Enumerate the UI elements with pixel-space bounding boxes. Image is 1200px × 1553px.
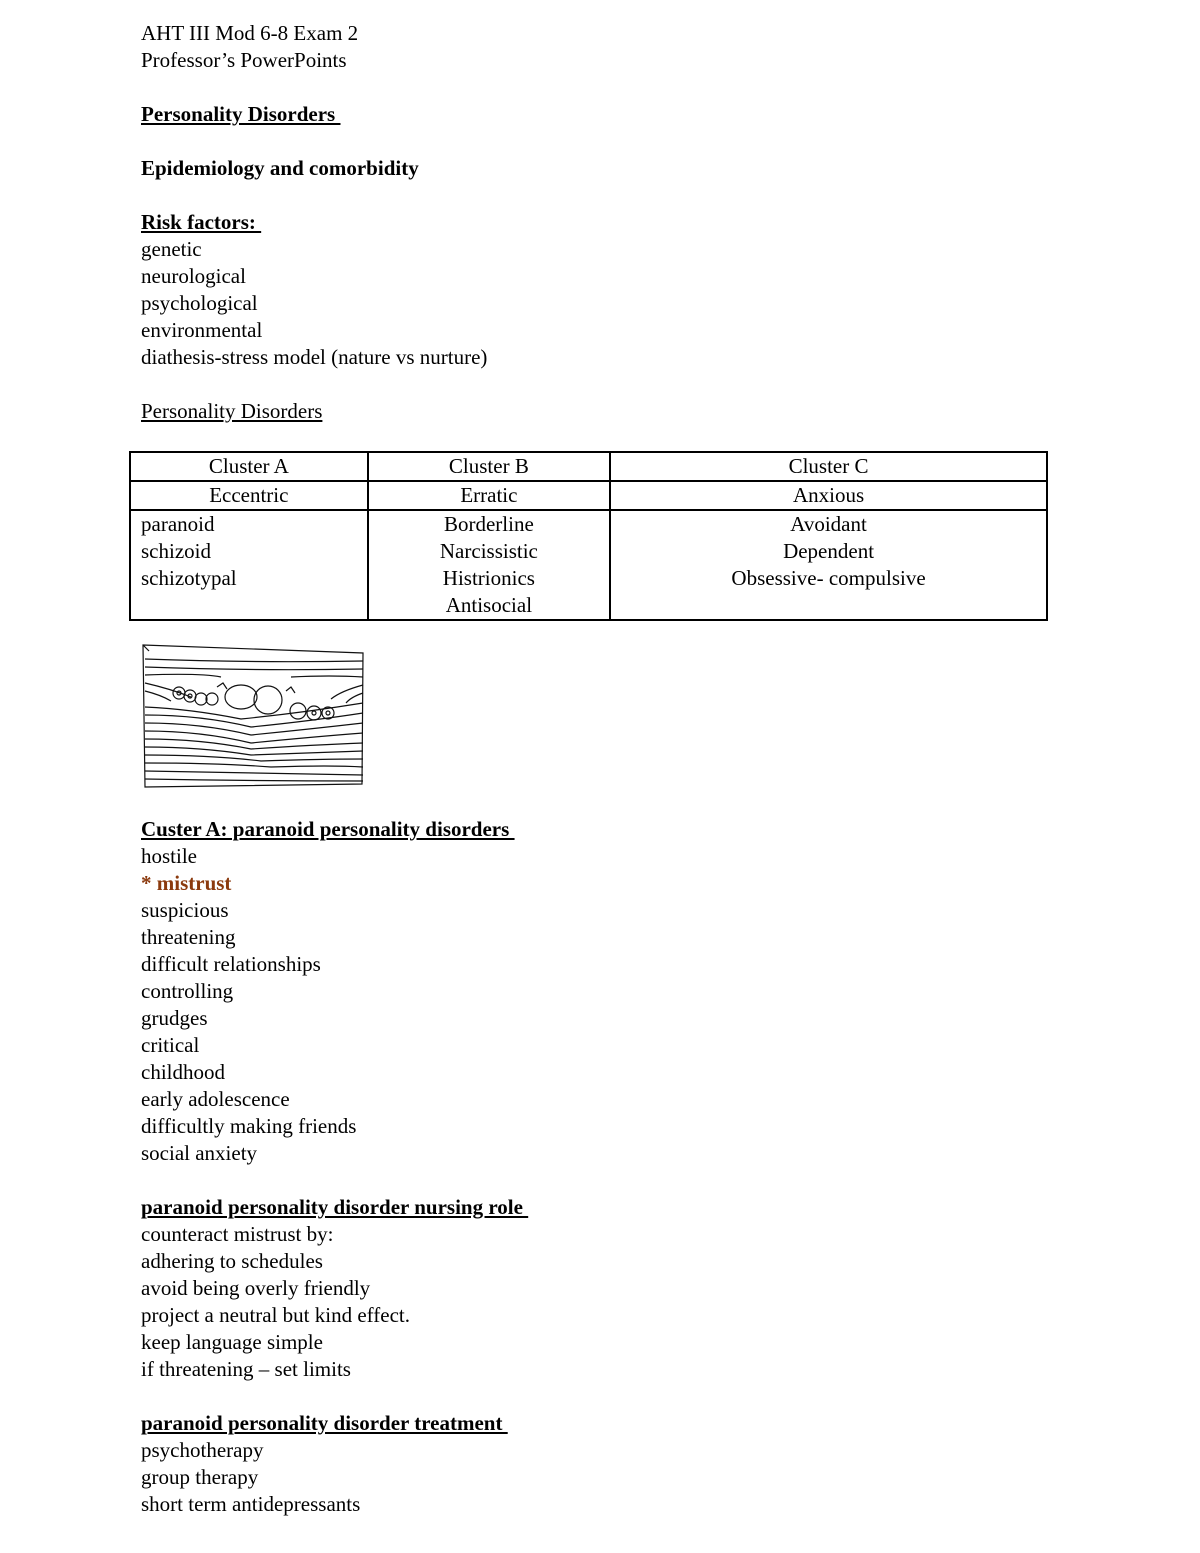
table-caption: Personality Disorders	[141, 399, 323, 423]
list-item: suspicious	[141, 898, 229, 922]
list-item: critical	[141, 1033, 200, 1057]
table-cell: Erratic	[368, 481, 610, 510]
table-cell-item: Borderline	[443, 512, 534, 536]
list-item: environmental	[141, 318, 263, 342]
list-item: psychotherapy	[141, 1438, 264, 1462]
table-header-cell: Cluster C	[610, 452, 1047, 481]
list-item: neurological	[141, 264, 246, 288]
table-cell-item: Narcissistic	[439, 539, 538, 563]
treatment-heading: paranoid personality disorder treatment	[141, 1411, 508, 1435]
document-subtitle: Professor’s PowerPoints	[141, 48, 347, 72]
list-item: group therapy	[141, 1465, 259, 1489]
table-header-row	[130, 452, 1047, 481]
table-cell-item: Histrionics	[442, 566, 535, 590]
cluster-b-cell	[368, 510, 610, 620]
highlighted-list-item: * mistrust	[141, 871, 232, 895]
list-item: counteract mistrust by:	[141, 1222, 334, 1246]
table-cell-item: schizoid	[141, 539, 211, 563]
table-cell-item: paranoid	[141, 512, 215, 536]
clusters-table	[129, 451, 1048, 621]
list-item: genetic	[141, 237, 202, 261]
table-row	[130, 510, 1047, 620]
list-item: adhering to schedules	[141, 1249, 323, 1273]
table-cell-item: Avoidant	[790, 512, 867, 536]
list-item: difficultly making friends	[141, 1114, 357, 1138]
list-item: controlling	[141, 979, 234, 1003]
risk-factors-heading: Risk factors:	[141, 210, 262, 234]
list-item: early adolescence	[141, 1087, 290, 1111]
list-item: project a neutral but kind effect.	[141, 1303, 411, 1327]
list-item: diathesis-stress model (nature vs nurture)	[141, 345, 488, 369]
sketch-illustration	[141, 643, 365, 789]
nursing-role-heading: paranoid personality disorder nursing role	[141, 1195, 529, 1219]
cluster-c-cell	[610, 510, 1047, 620]
table-header-cell: Cluster B	[368, 452, 610, 481]
list-item: short term antidepressants	[141, 1492, 361, 1516]
table-cell: Eccentric	[130, 481, 368, 510]
list-item: hostile	[141, 844, 197, 868]
document-page	[141, 20, 1061, 1516]
list-item: avoid being overly friendly	[141, 1276, 371, 1300]
table-cell-item: schizotypal	[141, 566, 237, 590]
list-item: psychological	[141, 291, 258, 315]
table-cell-item: Dependent	[783, 539, 875, 563]
list-item: grudges	[141, 1006, 208, 1030]
list-item: childhood	[141, 1060, 225, 1084]
list-item: if threatening – set limits	[141, 1357, 351, 1381]
list-item: difficult relationships	[141, 952, 321, 976]
epidemiology-heading: Epidemiology and comorbidity	[141, 156, 419, 180]
list-item: social anxiety	[141, 1141, 258, 1165]
cluster-a-cell	[130, 510, 368, 620]
table-header-cell: Cluster A	[130, 452, 368, 481]
paranoid-section	[141, 816, 1061, 1518]
list-item: threatening	[141, 925, 236, 949]
document-title: AHT III Mod 6-8 Exam 2	[141, 21, 359, 45]
list-item: keep language simple	[141, 1330, 323, 1354]
table-cell: Anxious	[610, 481, 1047, 510]
paranoid-heading: Custer A: paranoid personality disorders	[141, 817, 515, 841]
table-cell-item: Antisocial	[445, 593, 533, 617]
table-descriptor-row	[130, 481, 1047, 510]
personality-disorders-heading: Personality Disorders	[141, 102, 341, 126]
table-cell-item: Obsessive- compulsive	[731, 566, 926, 590]
